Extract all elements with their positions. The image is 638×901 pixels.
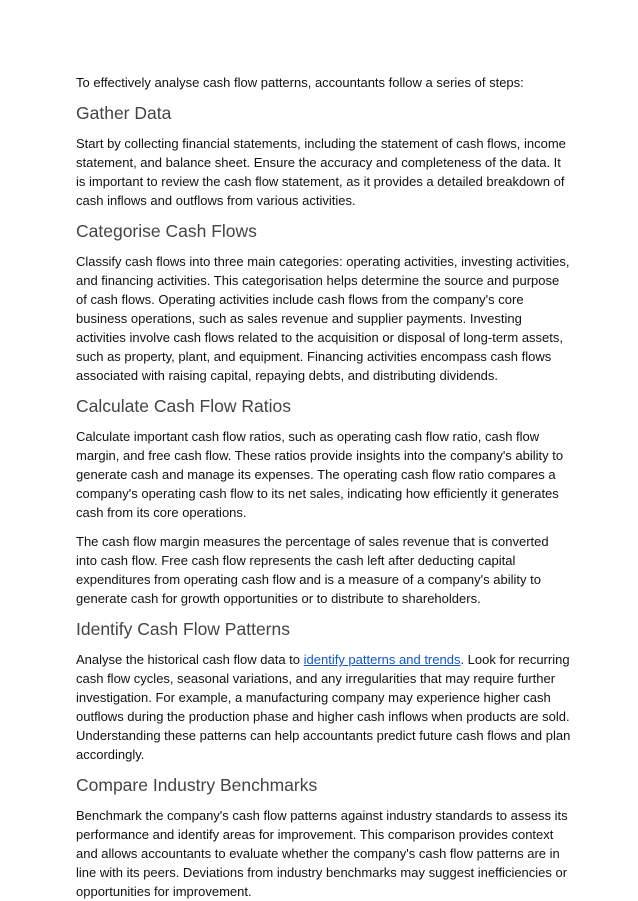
patterns-trends-link[interactable]: identify patterns and trends: [303, 652, 461, 667]
section-gather-data: [76, 102, 572, 210]
heading-industry-benchmarks: Compare Industry Benchmarks: [76, 775, 318, 795]
intro-text: To effectively analyse cash flow patterns, accountants follow a series of steps:: [76, 75, 524, 90]
paragraph-categorise-cash-flows: Classify cash flows into three main categories: operating activities, investing activities, and financing activities. This categorisation helps determine the source and purpose of cash flows. Operating activities include cash flows from the company's core business operations, such as sales revenue and supplier payments. Investing activities involve cash flows related to the acquisition or disposal of long-term assets, such as property, plant, and equipment. Financing activities encompass cash flows associated with raising capital, repaying debts, and distributing dividends.: [76, 254, 570, 383]
paragraph-industry-benchmarks: Benchmark the company's cash flow patterns against industry standards to assess its performance and identify areas for improvement. This comparison provides context and allows accountants to evaluate whether the company's cash flow patterns are in line with its peers. Deviations from industry benchmarks may suggest inefficiencies or opportunities for improvement.: [76, 808, 568, 899]
paragraph-text-after-link: . Look for recurring cash flow cycles, seasonal variations, and any irregularities that may require further investigation. For example, a manufacturing company may experience higher cash outflows during the production phase and higher cash inflows when products are sold. Understanding these patterns can help accountants predict future cash flows and plan accordingly.: [76, 652, 571, 762]
paragraph-calculate-ratios-2: The cash flow margin measures the percentage of sales revenue that is converted into cash flow. Free cash flow represents the cash left after deducting capital expenditures from operating cash flow and is a measure of a company's ability to generate cash for growth opportunities or to distribute to shareholders.: [76, 534, 549, 606]
section-calculate-ratios: [76, 395, 572, 608]
paragraph-text-before-link: Analyse the historical cash flow data to: [76, 652, 304, 667]
heading-categorise-cash-flows: Categorise Cash Flows: [76, 221, 257, 241]
section-industry-benchmarks: [76, 774, 572, 901]
section-categorise-cash-flows: [76, 220, 572, 385]
paragraph-identify-patterns: [76, 650, 572, 764]
heading-gather-data: Gather Data: [76, 103, 172, 123]
paragraph-calculate-ratios-1: Calculate important cash flow ratios, such as operating cash flow ratio, cash flow margin, and free cash flow. These ratios provide insights into the company's ability to generate cash and manage its expenses. The operating cash flow ratio compares a company's operating cash flow to its net sales, indicating how efficiently it generates cash from its core operations.: [76, 429, 564, 520]
paragraph-gather-data: Start by collecting financial statements, including the statement of cash flows, income statement, and balance sheet. Ensure the accuracy and completeness of the data. It is important to review the cash flow statement, as it provides a detailed breakdown of cash inflows and outflows from various activities.: [76, 136, 566, 208]
heading-identify-patterns: Identify Cash Flow Patterns: [76, 619, 290, 639]
heading-calculate-ratios: Calculate Cash Flow Ratios: [76, 396, 291, 416]
section-identify-patterns: [76, 618, 572, 764]
